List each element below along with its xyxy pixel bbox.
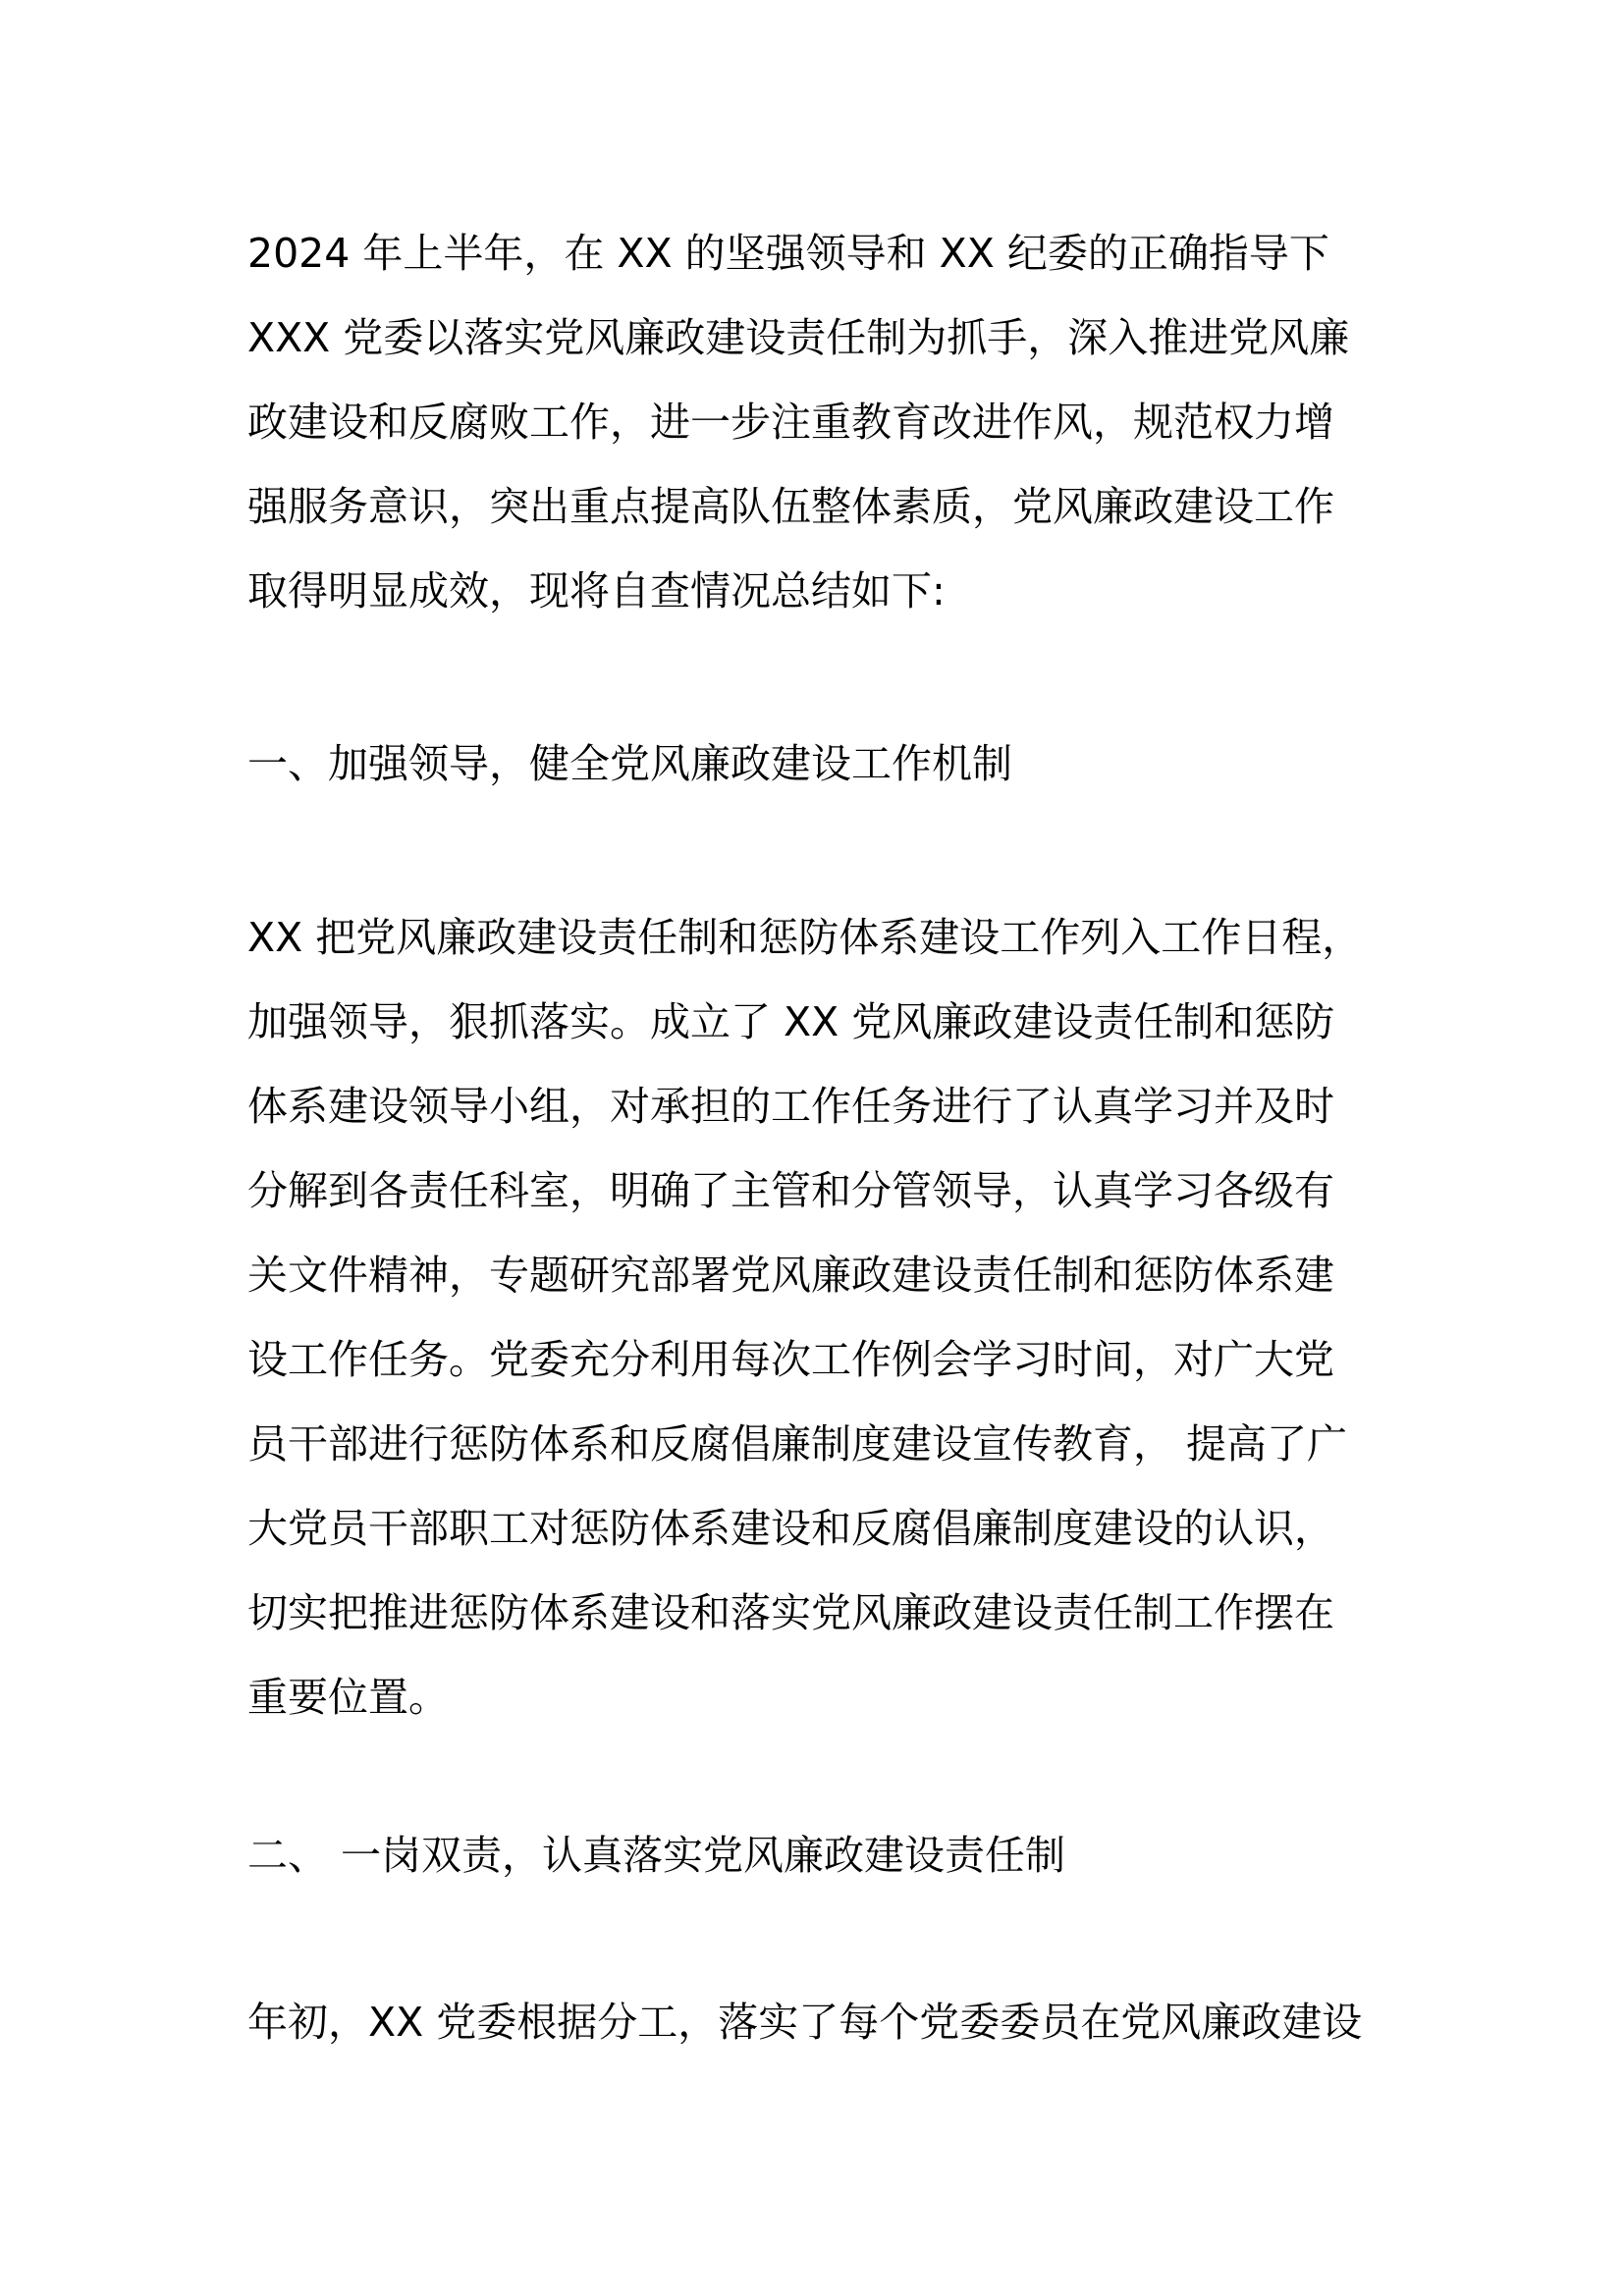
paragraph-line: 强服务意识，突出重点提高队伍整体素质，党风廉政建设工作 [247,483,1334,530]
section-heading-text: 二、 一岗双责，认真落实党风廉政建设责任制 [247,1832,1066,1879]
paragraph-line: 切实把推进惩防体系建设和落实党风廉政建设责任制工作摆在 [247,1589,1334,1636]
paragraph-line: XX 把党风廉政建设责任制和惩防体系建设工作列入工作日程， [247,914,1363,961]
paragraph-line: 大党员干部职工对惩防体系建设和反腐倡廉制度建设的认识， [247,1505,1334,1552]
paragraph-line: 重要位置。 [247,1674,449,1721]
paragraph-line: 2024 年上半年，在 XX 的坚强领导和 XX 纪委的正确指导下 [247,230,1329,277]
paragraph-line: 员干部进行惩防体系和反腐倡廉制度建设宣传教育， 提高了广 [247,1420,1348,1468]
paragraph-line: 年初，XX 党委根据分工，落实了每个党委委员在党风廉政建设 [247,1999,1363,2046]
paragraph-line: 设工作任务。党委充分利用每次工作例会学习时间，对广大党 [247,1336,1334,1383]
section-2-paragraph [247,1980,1386,2064]
section-1-paragraph [247,895,1386,1739]
paragraph-line: 加强领导，狠抓落实。成立了 XX 党风廉政建设责任制和惩防 [247,998,1335,1045]
paragraph-line: 关文件精神，专题研究部署党风廉政建设责任制和惩防体系建 [247,1252,1334,1299]
paragraph-line: 政建设和反腐败工作，进一步注重教育改进作风，规范权力增 [247,399,1334,446]
section-heading-text: 一、加强领导，健全党风廉政建设工作机制 [247,740,1012,787]
paragraph-line: XXX 党委以落实党风廉政建设责任制为抓手，深入推进党风廉 [247,314,1350,361]
section-heading-1 [247,721,1386,806]
paragraph-line: 取得明显成效，现将自查情况总结如下: [247,567,946,614]
intro-paragraph [247,211,1386,633]
paragraph-line: 体系建设领导小组，对承担的工作任务进行了认真学习并及时 [247,1083,1334,1130]
paragraph-line: 分解到各责任科室，明确了主管和分管领导，认真学习各级有 [247,1167,1334,1214]
section-heading-2 [247,1813,1386,1897]
